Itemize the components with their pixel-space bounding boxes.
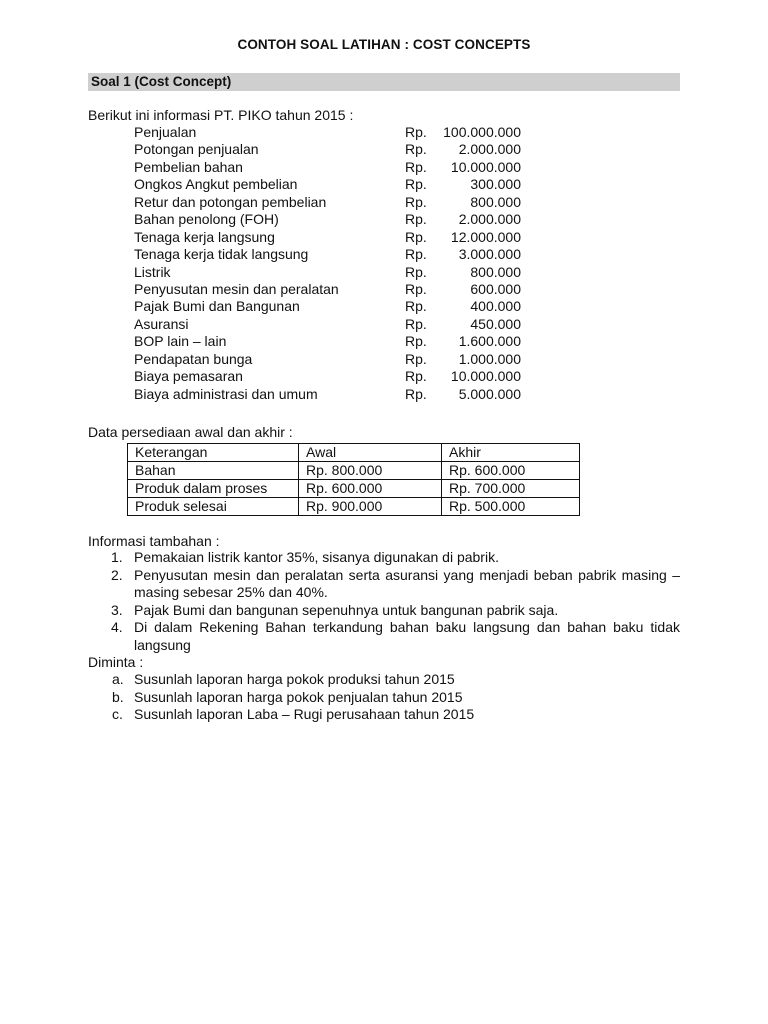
list-item <box>108 549 680 567</box>
additional-info-list <box>108 549 680 654</box>
item-label: Asuransi <box>134 315 189 332</box>
item-currency: Rp. <box>405 158 427 175</box>
item-amount: 12.000.000 <box>450 228 521 245</box>
table-cell: Rp. 600.000 <box>442 462 580 480</box>
item-label: Biaya administrasi dan umum <box>134 385 318 402</box>
list-item-text: Di dalam Rekening Bahan terkandung bahan baku langsung dan bahan baku tidak langsung <box>134 619 680 653</box>
item-label: Penjualan <box>134 124 197 140</box>
item-currency: Rp. <box>405 280 427 297</box>
asked-list <box>108 671 680 724</box>
table-cell: Rp. 500.000 <box>442 498 580 516</box>
list-item <box>134 229 534 246</box>
list-item <box>134 176 534 193</box>
page-title: CONTOH SOAL LATIHAN : COST CONCEPTS <box>237 37 531 52</box>
item-currency: Rp. <box>405 263 427 280</box>
cost-items-list <box>134 124 534 403</box>
item-amount: 3.000.000 <box>458 246 521 263</box>
list-item <box>108 689 680 707</box>
item-currency: Rp. <box>405 298 427 315</box>
list-marker: 2. <box>111 566 123 583</box>
list-item <box>134 194 534 211</box>
table-cell: Rp. 800.000 <box>299 462 442 480</box>
list-item-text: Pajak Bumi dan bangunan sepenuhnya untuk bangunan pabrik saja. <box>134 601 559 618</box>
table-row <box>128 480 580 498</box>
list-item <box>134 333 534 350</box>
item-amount: 600.000 <box>470 280 521 297</box>
table-cell: Rp. 900.000 <box>299 498 442 516</box>
list-item <box>108 619 680 654</box>
list-item <box>134 368 534 385</box>
column-header: Keterangan <box>128 444 299 462</box>
item-amount: 400.000 <box>470 298 521 315</box>
item-label: Listrik <box>134 263 171 280</box>
table-cell: Produk dalam proses <box>128 480 299 498</box>
list-marker: c. <box>112 706 123 722</box>
item-currency: Rp. <box>405 228 427 245</box>
list-item <box>134 316 534 333</box>
item-currency: Rp. <box>405 246 427 263</box>
item-label: Pendapatan bunga <box>134 350 253 367</box>
item-currency: Rp. <box>405 193 427 210</box>
list-item-text: Susunlah laporan harga pokok produksi tahun 2015 <box>134 671 455 687</box>
additional-info-label: Informasi tambahan : <box>88 533 220 549</box>
column-header: Awal <box>299 444 442 462</box>
inventory-table <box>127 443 580 516</box>
item-amount: 800.000 <box>470 263 521 280</box>
list-marker: b. <box>112 688 124 705</box>
list-marker: 3. <box>111 601 123 618</box>
column-header: Akhir <box>442 444 580 462</box>
item-currency: Rp. <box>405 385 427 402</box>
item-label: Penyusutan mesin dan peralatan <box>134 280 339 297</box>
list-item <box>134 264 534 281</box>
list-item-text: Susunlah laporan Laba – Rugi perusahaan tahun 2015 <box>134 706 475 722</box>
inventory-label: Data persediaan awal dan akhir : <box>88 424 293 440</box>
item-label: Bahan penolong (FOH) <box>134 211 279 228</box>
item-currency: Rp. <box>405 124 427 140</box>
item-amount: 100.000.000 <box>443 124 521 140</box>
item-label: Biaya pemasaran <box>134 368 243 385</box>
item-label: BOP lain – lain <box>134 333 227 350</box>
section-title: Soal 1 (Cost Concept) <box>91 74 232 89</box>
list-item-text: Susunlah laporan harga pokok penjualan tahun 2015 <box>134 688 463 705</box>
item-currency: Rp. <box>405 176 427 193</box>
table-header-row <box>128 444 580 462</box>
list-item <box>108 706 680 724</box>
list-item <box>134 386 534 403</box>
item-amount: 2.000.000 <box>458 211 521 228</box>
list-item <box>134 124 534 141</box>
item-currency: Rp. <box>405 333 427 350</box>
item-amount: 10.000.000 <box>450 158 521 175</box>
item-currency: Rp. <box>405 315 427 332</box>
table-cell: Rp. 600.000 <box>299 480 442 498</box>
item-amount: 2.000.000 <box>458 141 521 158</box>
item-amount: 10.000.000 <box>450 368 521 385</box>
list-item <box>134 351 534 368</box>
asked-label: Diminta : <box>88 654 144 670</box>
item-label: Potongan penjualan <box>134 141 259 158</box>
item-amount: 450.000 <box>470 315 521 332</box>
table-cell: Rp. 700.000 <box>442 480 580 498</box>
item-amount: 1.000.000 <box>458 350 521 367</box>
item-amount: 1.600.000 <box>458 333 521 350</box>
table-cell: Produk selesai <box>128 498 299 516</box>
list-item <box>134 298 534 315</box>
table-row <box>128 498 580 516</box>
table-cell: Bahan <box>128 462 299 480</box>
list-item <box>108 567 680 602</box>
item-amount: 800.000 <box>470 193 521 210</box>
list-item-text: Pemakaian listrik kantor 35%, sisanya digunakan di pabrik. <box>134 549 499 565</box>
list-marker: a. <box>112 671 124 687</box>
list-marker: 1. <box>111 549 123 565</box>
item-label: Tenaga kerja tidak langsung <box>134 246 309 263</box>
list-item <box>134 246 534 263</box>
list-item <box>134 141 534 158</box>
list-marker: 4. <box>111 619 123 635</box>
item-currency: Rp. <box>405 350 427 367</box>
list-item <box>108 602 680 620</box>
list-item <box>134 159 534 176</box>
item-currency: Rp. <box>405 368 427 385</box>
item-label: Tenaga kerja langsung <box>134 228 275 245</box>
item-label: Pajak Bumi dan Bangunan <box>134 298 300 315</box>
table-row <box>128 462 580 480</box>
list-item <box>134 211 534 228</box>
item-currency: Rp. <box>405 211 427 228</box>
item-currency: Rp. <box>405 141 427 158</box>
item-label: Ongkos Angkut pembelian <box>134 176 298 193</box>
list-item <box>108 671 680 689</box>
intro-text: Berikut ini informasi PT. PIKO tahun 2015 : <box>88 107 354 123</box>
list-item <box>134 281 534 298</box>
list-item-text: Penyusutan mesin dan peralatan serta asuransi yang menjadi beban pabrik masing – masing sebesar 25% dan 40%. <box>134 566 680 600</box>
item-label: Pembelian bahan <box>134 158 243 175</box>
section-header <box>88 73 680 91</box>
item-amount: 300.000 <box>470 176 521 193</box>
item-label: Retur dan potongan pembelian <box>134 193 327 210</box>
item-amount: 5.000.000 <box>458 385 521 402</box>
